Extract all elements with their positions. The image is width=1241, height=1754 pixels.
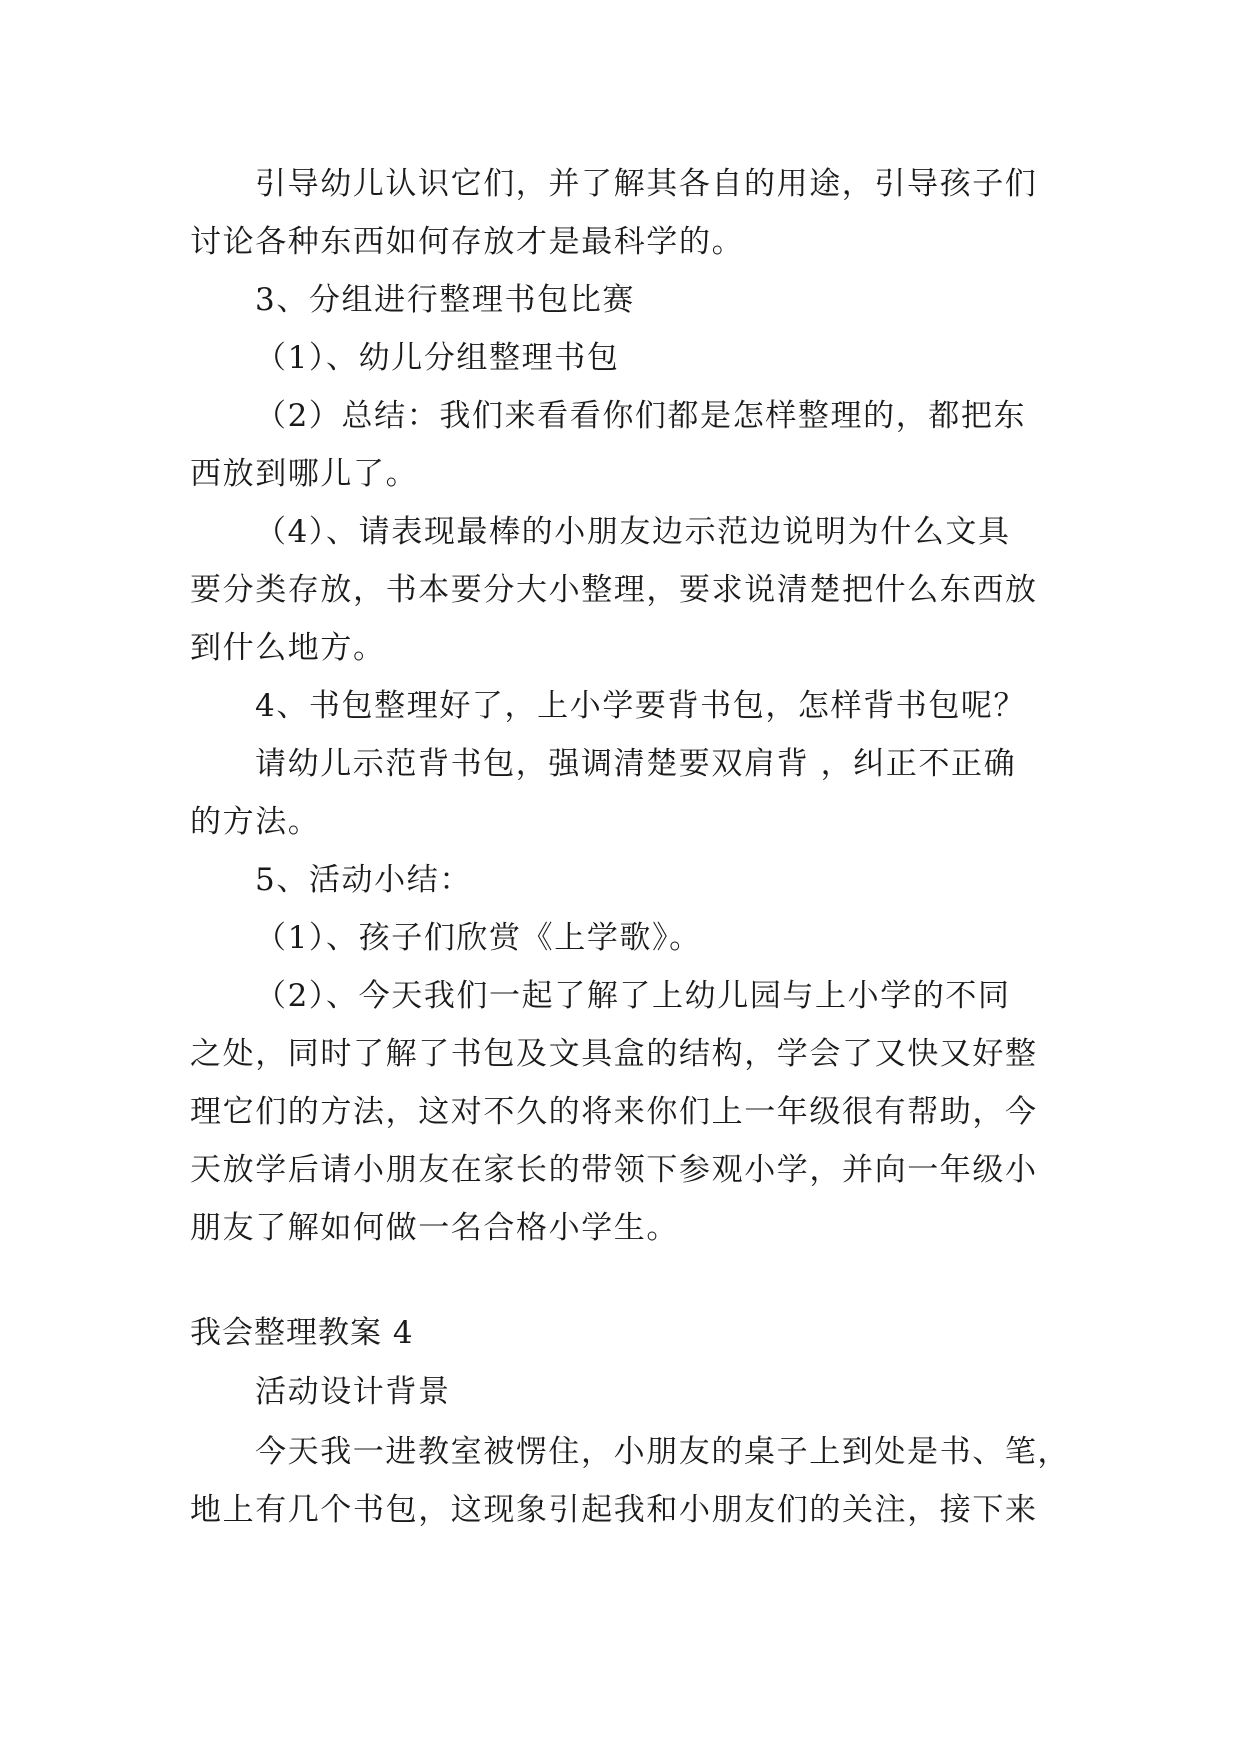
paragraph-line: （4）、请表现最棒的小朋友边示范边说明为什么文具 xyxy=(255,514,1011,550)
paragraph-line: 4、书包整理好了，上小学要背书包，怎样背书包呢？ xyxy=(255,688,1027,724)
section-subtitle: 活动设计背景 xyxy=(255,1374,451,1410)
paragraph-line: （2）总结：我们来看看你们都是怎样整理的，都把东 xyxy=(255,398,1027,434)
paragraph-line: 请幼儿示范背书包，强调清楚要双肩背 ，纠正不正确 xyxy=(255,746,1017,782)
paragraph-line: 地上有几个书包，这现象引起我和小朋友们的关注，接下来 xyxy=(190,1492,1038,1528)
paragraph-line: （1）、幼儿分组整理书包 xyxy=(255,340,620,376)
paragraph-line: 天放学后请小朋友在家长的带领下参观小学，并向一年级小 xyxy=(190,1152,1038,1188)
section-title: 我会整理教案 4 xyxy=(190,1315,414,1351)
paragraph-line: 5、活动小结： xyxy=(255,862,472,898)
paragraph-line: 3、分组进行整理书包比赛 xyxy=(255,282,635,318)
paragraph-line: 朋友了解如何做一名合格小学生。 xyxy=(190,1210,679,1246)
paragraph-line: （2）、今天我们一起了解了上幼儿园与上小学的不同 xyxy=(255,978,1011,1014)
paragraph-line: 今天我一进教室被愣住，小朋友的桌子上到处是书、笔， xyxy=(255,1434,1070,1470)
paragraph-line: 的方法。 xyxy=(190,804,321,840)
paragraph-line: 理它们的方法，这对不久的将来你们上一年级很有帮助，今 xyxy=(190,1094,1038,1130)
paragraph-line: 引导幼儿认识它们，并了解其各自的用途，引导孩子们 xyxy=(255,166,1038,202)
paragraph-line: 讨论各种东西如何存放才是最科学的。 xyxy=(190,224,745,260)
paragraph-line: 到什么地方。 xyxy=(190,630,386,666)
paragraph-line: 之处，同时了解了书包及文具盒的结构，学会了又快又好整 xyxy=(190,1036,1038,1072)
paragraph-line: 西放到哪儿了。 xyxy=(190,456,419,492)
paragraph-line: 要分类存放，书本要分大小整理，要求说清楚把什么东西放 xyxy=(190,572,1038,608)
paragraph-line: （1）、孩子们欣赏《上学歌》。 xyxy=(255,920,702,956)
